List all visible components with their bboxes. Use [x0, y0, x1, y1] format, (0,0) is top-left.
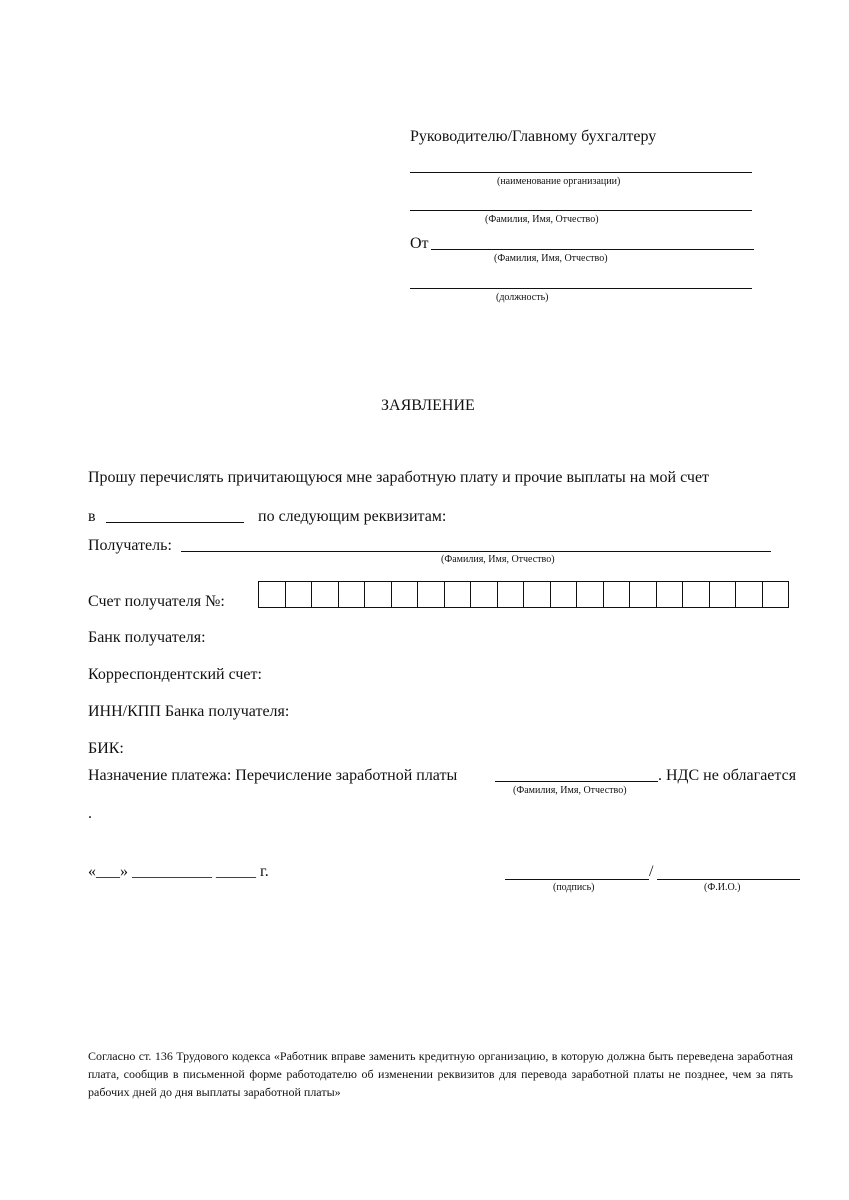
inn-kpp-label: ИНН/КПП Банка получателя: — [88, 703, 290, 720]
account-digit-cell[interactable] — [286, 582, 313, 607]
account-digit-cell[interactable] — [365, 582, 392, 607]
signature-slash: / — [649, 863, 654, 880]
org-name-caption: (наименование организации) — [497, 176, 621, 187]
account-digit-cell[interactable] — [445, 582, 472, 607]
account-digit-cell[interactable] — [392, 582, 419, 607]
in-label: в — [88, 508, 96, 525]
account-digit-cell[interactable] — [418, 582, 445, 607]
recipient-caption: (Фамилия, Имя, Отчество) — [441, 554, 555, 565]
document-title: ЗАЯВЛЕНИЕ — [381, 397, 475, 414]
signature-caption: (подпись) — [553, 882, 595, 893]
position-line[interactable] — [410, 288, 752, 289]
account-digit-cell[interactable] — [604, 582, 631, 607]
account-number-boxes[interactable] — [258, 581, 789, 608]
applicant-fio-caption: (Фамилия, Имя, Отчество) — [494, 253, 608, 264]
signature-line[interactable] — [505, 879, 649, 880]
account-digit-cell[interactable] — [471, 582, 498, 607]
account-digit-cell[interactable] — [736, 582, 763, 607]
account-digit-cell[interactable] — [339, 582, 366, 607]
purpose-caption: (Фамилия, Имя, Отчество) — [513, 785, 627, 796]
account-digit-cell[interactable] — [657, 582, 684, 607]
bank-label: Банк получателя: — [88, 629, 206, 646]
account-digit-cell[interactable] — [763, 582, 790, 607]
stray-dot: . — [88, 805, 92, 822]
bik-label: БИК: — [88, 740, 124, 757]
labor-code-footnote: Согласно ст. 136 Трудового кодекса «Работник вправе заменить кредитную организацию, в которую должна быть переведена заработная плата, сообщив в письменной форме работодателю об изменении реквизитов для перевода заработной платы не позднее, чем за пять рабочих дней до дня выплаты заработной платы» — [88, 1049, 793, 1099]
date-line[interactable]: «___» __________ _____ г. — [88, 863, 269, 880]
addressee-title: Руководителю/Главному бухгалтеру — [410, 128, 657, 145]
account-digit-cell[interactable] — [551, 582, 578, 607]
account-digit-cell[interactable] — [259, 582, 286, 607]
org-name-line[interactable] — [410, 172, 752, 173]
account-digit-cell[interactable] — [683, 582, 710, 607]
bank-name-line[interactable] — [106, 522, 244, 523]
corr-account-label: Корреспондентский счет: — [88, 666, 262, 683]
account-digit-cell[interactable] — [524, 582, 551, 607]
applicant-fio-line[interactable] — [431, 249, 754, 250]
account-digit-cell[interactable] — [312, 582, 339, 607]
recipient-line[interactable] — [181, 551, 771, 552]
details-label: по следующим реквизитам: — [258, 508, 447, 525]
from-label: От — [410, 235, 429, 252]
account-digit-cell[interactable] — [577, 582, 604, 607]
request-text: Прошу перечислять причитающуюся мне заработную плату и прочие выплаты на мой счет — [88, 469, 710, 486]
purpose-fio-line[interactable] — [495, 781, 658, 782]
account-digit-cell[interactable] — [498, 582, 525, 607]
position-caption: (должность) — [496, 292, 549, 303]
purpose-prefix: Назначение платежа: Перечисление заработной платы — [88, 767, 458, 784]
manager-fio-caption: (Фамилия, Имя, Отчество) — [485, 214, 599, 225]
account-digit-cell[interactable] — [630, 582, 657, 607]
account-label: Счет получателя №: — [88, 593, 225, 610]
recipient-label: Получатель: — [88, 537, 172, 554]
signature-fio-line[interactable] — [657, 879, 800, 880]
purpose-suffix: . НДС не облагается — [658, 767, 797, 784]
manager-fio-line[interactable] — [410, 210, 752, 211]
account-digit-cell[interactable] — [710, 582, 737, 607]
signature-fio-caption: (Ф.И.О.) — [704, 882, 741, 893]
